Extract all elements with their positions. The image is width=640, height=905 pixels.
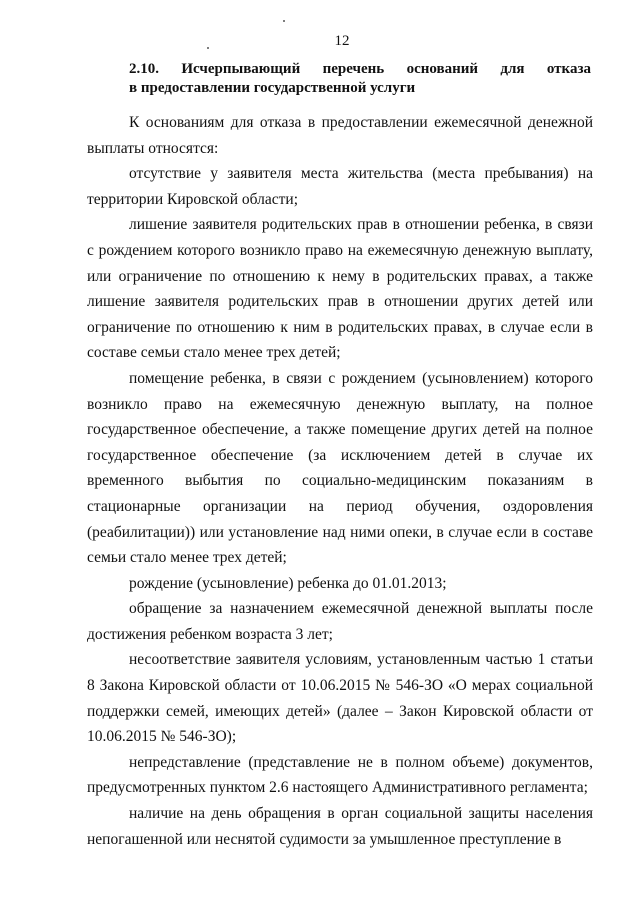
paragraph-ground-conditions: несоответствие заявителя условиям, установленным частью 1 статьи 8 Закона Кировской области от 10.06.2015 № 546-ЗО «О мерах социальной поддержки семей, имеющих детей» (далее – Закон Кировской области от 10.06.2015 № 546-ЗО);	[87, 651, 593, 746]
heading-word: перечень	[322, 61, 385, 77]
paragraph-intro: К основаниям для отказа в предоставлении ежемесячной денежной выплаты относятся:	[87, 114, 593, 157]
paragraph-ground-age: обращение за назначением ежемесячной денежной выплаты после достижения ребенком возраста 3 лет;	[87, 600, 593, 643]
body-text	[87, 110, 593, 852]
paragraph-ground-conviction: наличие на день обращения в орган социальной защиты населения непогашенной или неснятой судимости за умышленное преступление в	[87, 805, 593, 848]
heading-word: отказа	[546, 61, 591, 77]
paragraph-ground-documents: непредставление (представление не в полном объеме) документов, предусмотренных пунктом 2.6 настоящего Административного регламента;	[87, 753, 593, 797]
section-heading-line-2: в предоставлении государственной услуги	[129, 80, 416, 96]
section-heading-line-1	[129, 60, 591, 79]
scan-speck	[283, 20, 285, 22]
paragraph-ground-residence: отсутствие у заявителя места жительства (места пребывания) на территории Кировской области;	[87, 165, 593, 208]
paragraph-ground-parental-rights: лишение заявителя родительских прав в отношении ребенка, в связи с рождением которого возникло право на ежемесячную денежную выплату, или ограничение по отношению к нему в родительских правах, а также лишение заявителя родительских прав в отношении других детей или ограничение по отношению к ним в родительских правах, в случае если в составе семьи стало менее трех детей;	[87, 216, 593, 362]
section-heading	[129, 60, 591, 98]
heading-word: оснований	[406, 61, 479, 77]
heading-word: Исчерпывающий	[181, 61, 301, 77]
heading-word: для	[500, 61, 525, 77]
paragraph-ground-state-support: помещение ребенка, в связи с рождением (усыновлением) которого возникло право на ежемесячную денежную выплату, на полное государственное обеспечение, а также помещение других детей на полное государственное обеспечение (за исключением детей в случае их временного выбытия по социально-медицинским показаниям в стационарные организации на период обучения, оздоровления (реабилитации)) или установление над ними опеки, в случае если в составе семьи стало менее трех детей;	[87, 369, 593, 567]
paragraph-ground-birth-date: рождение (усыновление) ребенка до 01.01.2013;	[129, 574, 447, 592]
page-number: 12	[334, 33, 350, 49]
section-number: 2.10.	[129, 61, 159, 77]
